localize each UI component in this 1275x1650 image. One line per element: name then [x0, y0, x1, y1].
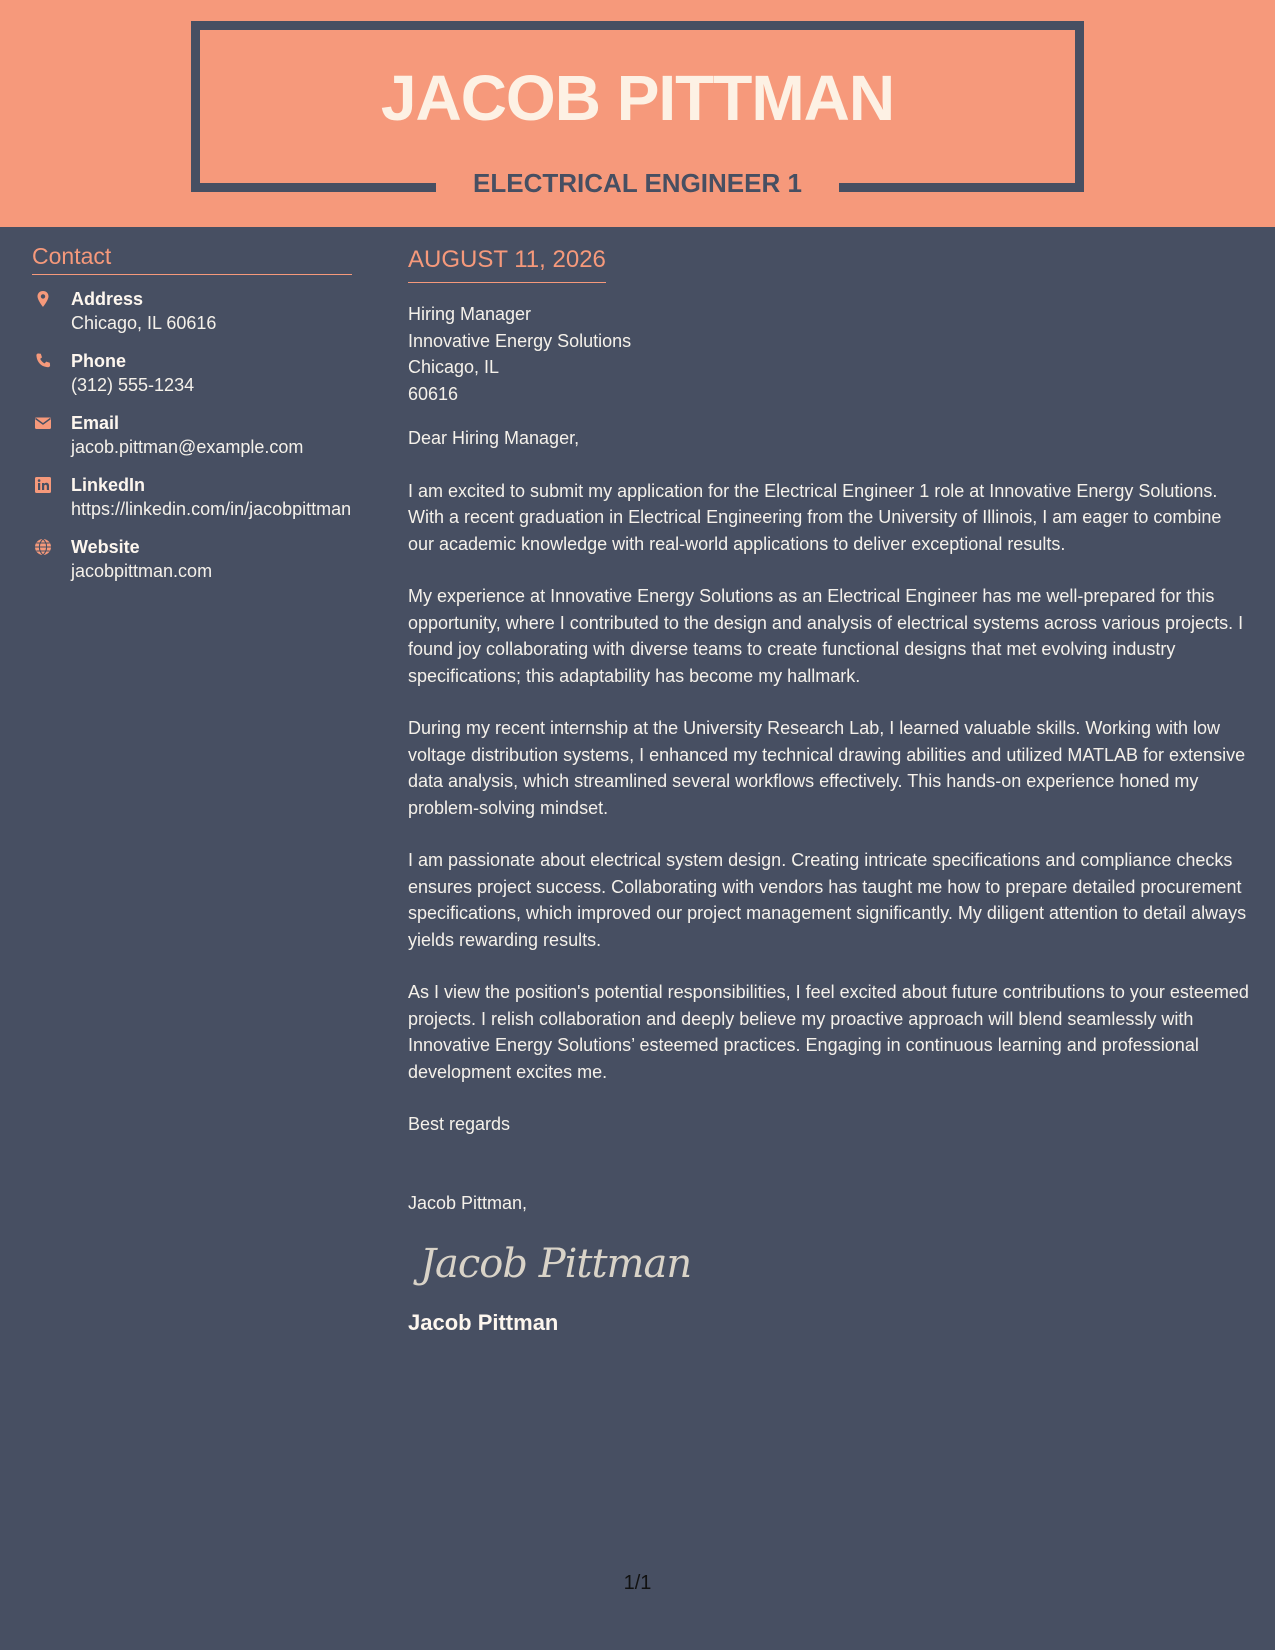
contact-website — [32, 535, 352, 583]
signature-name: Jacob Pittman — [408, 1310, 559, 1335]
recipient-line: Chicago, IL — [408, 357, 500, 377]
contact-linkedin — [32, 473, 352, 521]
letter-date: AUGUST 11, 2026 — [408, 242, 606, 283]
contact-label: Website — [71, 537, 140, 557]
recipient-line: 60616 — [408, 383, 459, 404]
contact-value: jacob.pittman@example.com — [71, 437, 304, 457]
recipient-line: Innovative Energy Solutions — [408, 330, 632, 351]
globe-icon — [34, 538, 52, 556]
header-banner — [0, 0, 1275, 227]
envelope-icon — [34, 414, 52, 432]
linkedin-icon — [34, 476, 52, 494]
salutation: Dear Hiring Manager, — [408, 428, 580, 448]
contact-label: Phone — [71, 351, 127, 371]
page-number: 1/1 — [623, 1572, 652, 1594]
closing: Best regards — [408, 1114, 511, 1134]
header-frame-bottom-left — [191, 183, 436, 192]
recipient-block — [408, 301, 1250, 407]
applicant-name: JACOB PITTMAN — [380, 62, 895, 134]
contact-label: LinkedIn — [71, 475, 146, 495]
contact-label: Email — [71, 413, 120, 433]
recipient-line: Hiring Manager — [408, 304, 532, 324]
header-frame-bottom-right — [839, 183, 1084, 192]
contact-address — [32, 287, 352, 335]
signoff-name: Jacob Pittman, — [408, 1192, 528, 1213]
letter-paragraph: I am excited to submit my application for the Electrical Engineer 1 role at Innovative Energy Solutions. With a recent graduation in Electrical Engineering from the University of Illinois, I am eager to combine our academic knowledge with real-world applications to deliver exceptional results. — [408, 480, 1222, 554]
letter-paragraph: I am passionate about electrical system design. Creating intricate specifications and compliance checks ensures project success. Collaborating with vendors has taught me how to prepare detailed procurement specifications, which improved our project management significantly. My diligent attention to detail always yields rewarding results. — [408, 850, 1247, 950]
contact-heading: Contact — [32, 242, 352, 275]
contact-phone — [32, 349, 352, 397]
contact-value[interactable]: https://linkedin.com/in/jacobpittman — [71, 499, 352, 519]
contact-sidebar — [32, 242, 352, 597]
job-title: ELECTRICAL ENGINEER 1 — [473, 168, 802, 198]
map-pin-icon — [34, 290, 52, 308]
contact-list — [32, 287, 352, 583]
contact-value: Chicago, IL 60616 — [71, 313, 217, 333]
letter-paragraph: During my recent internship at the University Research Lab, I learned valuable skills. Working with low voltage distribution systems, I enhanced my technical drawing abilities and utilized MATLAB for extensive data analysis, which streamlined several workflows effectively. This hands-on experience honed my problem-solving mindset. — [408, 718, 1246, 818]
phone-icon — [34, 352, 52, 370]
contact-value: (312) 555-1234 — [71, 375, 195, 395]
letter-body — [408, 242, 1250, 1338]
letter-paragraph: My experience at Innovative Energy Solutions as an Electrical Engineer has me well-prepared for this opportunity, where I contributed to the design and analysis of electrical systems across various projects. I found joy collaborating with diverse teams to create functional designs that met evolving industry specifications; this adaptability has become my hallmark. — [408, 586, 1244, 686]
contact-value[interactable]: jacobpittman.com — [71, 561, 213, 581]
contact-label: Address — [71, 289, 144, 309]
handwritten-signature: Jacob Pittman — [420, 1241, 692, 1287]
letter-paragraph: As I view the position's potential responsibilities, I feel excited about future contributions to your esteemed projects. I relish collaboration and deeply believe my proactive approach will blend seamlessly with Innovative Energy Solutions’ esteemed practices. Engaging in continuous learning and professional development excites me. — [408, 982, 1249, 1082]
contact-email — [32, 411, 352, 459]
